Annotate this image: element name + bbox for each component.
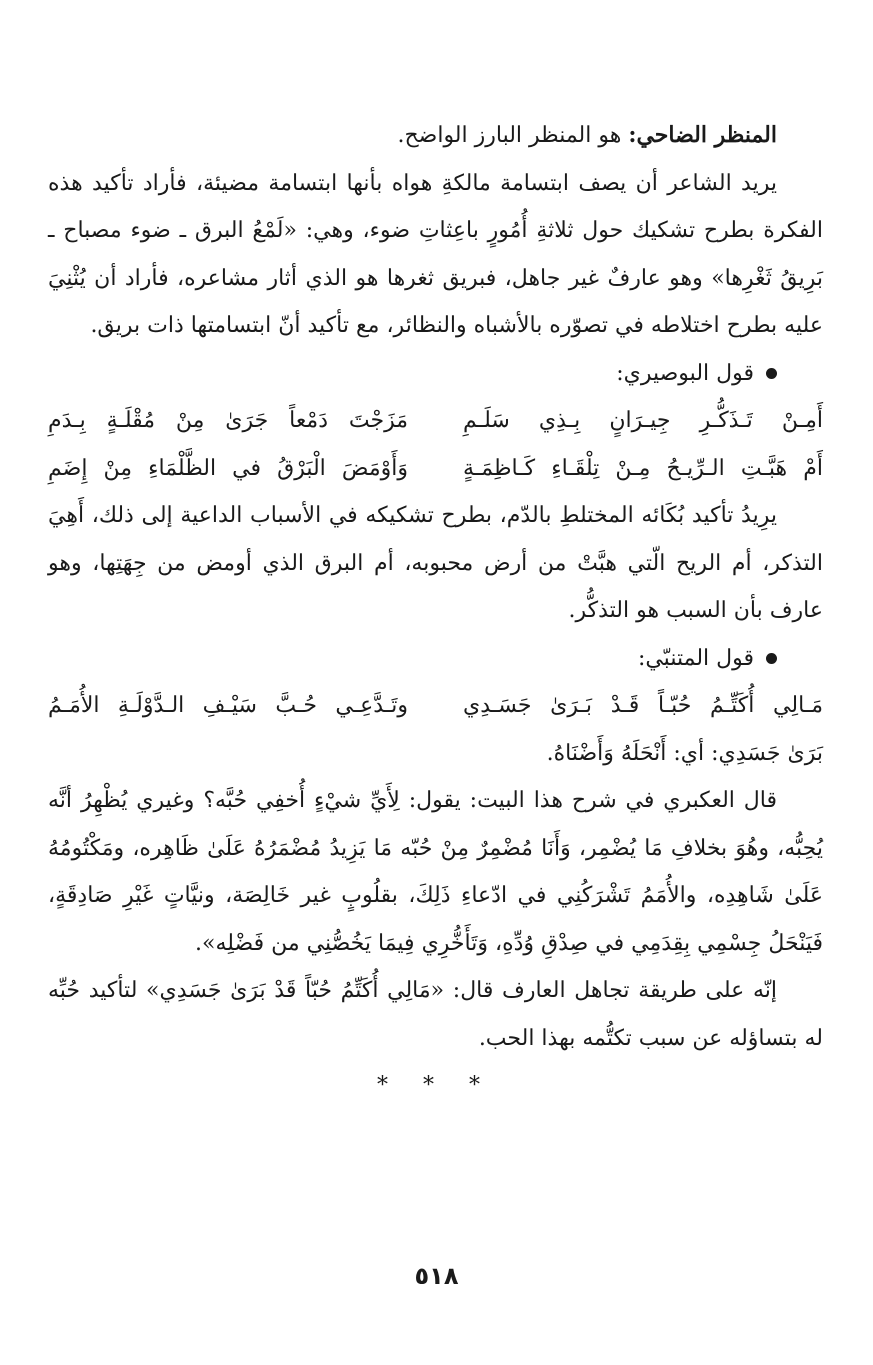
paragraph-explanation-1: يريد الشاعر أن يصف ابتسامة مالكةِ هواه بأنها ابتسامة مضيئة، فأراد تأكيد هذه الفكرة بطرح تشكيك حول ثلاثةِ أُمُورٍ باعِثاتِ ضوء، وهي: «لَمْعُ البرق ـ ضوء مصباح ـ بَرِيقُ ثَغْرِها» وهو عارفٌ غير جاهل، فبريق ثغرها هو الذي أثار مشاعره، فأراد أن يُثْنِيَ عليه بطرح اختلاطه في تصوّره بالأشباه والنظائر، مع تأكيد أنّ ابتسامتها ذات بريق. <box>48 170 823 338</box>
verse-hemistich-left: مَزَجْتَ دَمْعاً جَرَىٰ مِنْ مُقْلَـةٍ بِـدَمِ <box>48 408 408 433</box>
paragraph-conclusion: إنّه على طريقة تجاهل العارف قال: «مَالِي أُكَتِّمُ حُبّاً قَدْ بَرَىٰ جَسَدِي» لتأكيد حُبِّه له بتساؤله عن سبب تكتُّمه بهذا الحب. <box>48 978 823 1051</box>
heading-definition: هو المنظر البارز الواضح. <box>397 123 629 148</box>
verse-hemistich-left: وَأَوْمَضَ الْبَرْقُ في الظَّلْمَاءِ مِنْ إِضَمِ <box>48 455 408 481</box>
verse-hemistich-right: مَـالِي أُكَتِّـمُ حُبّـاً قَـدْ بَـرَىٰ جَسَـدِي <box>463 693 823 718</box>
verse-mutanabbi-1 <box>48 682 823 730</box>
heading-term: المنظر الضاحي: <box>628 122 777 148</box>
section-heading-paragraph <box>48 112 823 160</box>
verse-hemistich-right: أَمْ هَبَّـتِ الـرِّيـحُ مِـنْ تِلْقَـاءِ كَـاظِمَـةٍ <box>463 455 823 481</box>
word-gloss: بَرَىٰ جَسَدِي: أي: أَنْحَلَهُ وَأَضْنَاهُ. <box>546 740 823 766</box>
quote-label-text: قول المتنبّي: <box>637 645 754 671</box>
page-number: ٥١٨ <box>414 1262 459 1290</box>
verse-hemistich-left: وتَـدَّعِـي حُـبَّ سَيْـفِ الـدَّوْلَـةِ الأُمَـمُ <box>48 693 408 718</box>
quote-label-mutanabbi <box>48 635 823 683</box>
bullet-icon <box>766 368 777 379</box>
bullet-icon <box>766 653 777 664</box>
quote-label-text: قول البوصيري: <box>616 360 754 386</box>
paragraph-commentary-ukbari: قال العكبري في شرح هذا البيت: يقول: لِأَيِّ شيْءٍ أُخفِي حُبَّه؟ وغيري يُظْهِرُ أنَّه يُحِبُّه، وهُوَ بخلافِ مَا يُضْمِر، وَأَنَا مُضْمِرٌ مِنْ حُبّه مَا يَزِيدُ مُضْمَرُهُ عَلَىٰ ظَاهِره، ومَكْتُومُهُ عَلَىٰ شَاهِدِه، والأُمَمُ تَشْرَكُنِي في ادّعاءِ ذَلِكَ، بقلُوبٍ غير خَالِصَة، ونيَّاتٍ غَيْرِ صَادِقَةٍ، فَيَنْحَلُ جِسْمِي بِقِدَمِي في صِدْقِ وُدِّهِ، وَتَأَخُّرِي فِيمَا يَخُصُّنِي من فَضْلِه». <box>48 788 823 956</box>
verse-busiri-1 <box>48 397 823 445</box>
paragraph-explanation-2: يرِيدُ تأكيد بُكَائه المختلطِ بالدّم، بطرح تشكيكه في الأسباب الداعية إلى ذلك، أَهِيَ التذكر، أم الريح الّتي هبَّتْ من أرض محبوبه، أم البرق الذي أومض من جِهَتِها، وهو عارف بأن السبب هو التذكُّر. <box>48 503 823 623</box>
section-separator: * * * <box>377 1073 494 1098</box>
verse-busiri-2 <box>48 445 823 493</box>
page-body <box>48 112 823 1110</box>
quote-label-busiri <box>48 350 823 398</box>
verse-hemistich-right: أَمِـنْ تَـذَكُّـرِ جِيـرَانٍ بِـذِي سَلَـمِ <box>463 408 823 433</box>
